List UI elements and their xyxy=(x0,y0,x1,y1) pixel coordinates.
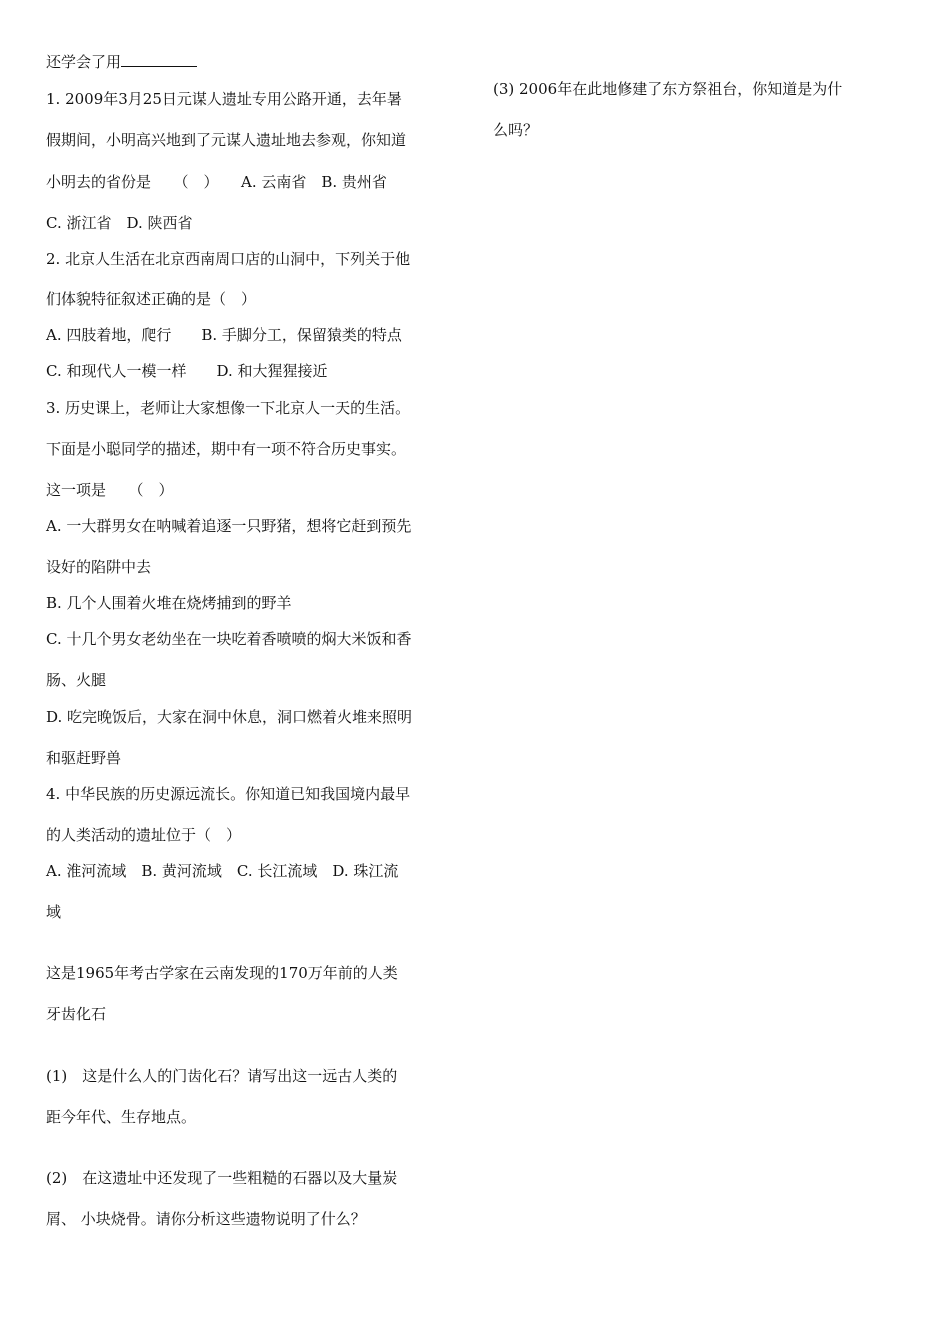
q3-line-10: 和驱赶野兽 xyxy=(46,749,122,767)
q2-line-4: C. 和现代人一模一样 D. 和大猩猩接近 xyxy=(46,362,328,380)
q3-line-1: 3. 历史课上，老师让大家想像一下北京人一天的生活。 xyxy=(46,399,411,417)
sub1-line-1: (1) 这是什么人的门齿化石？请写出这一远古人类的 xyxy=(46,1067,398,1085)
sub3-line-2: 么吗？ xyxy=(493,121,539,139)
q4-line-1: 4. 中华民族的历史源远流长。你知道已知我国境内最早 xyxy=(46,785,411,803)
sub2-line-2: 屑、 小块烧骨。请你分析这些遗物说明了什么？ xyxy=(46,1210,366,1228)
q3-line-5: 设好的陷阱中去 xyxy=(46,558,152,576)
material-line-2: 牙齿化石 xyxy=(46,1005,107,1023)
q3-line-2: 下面是小聪同学的描述，期中有一项不符合历史事实。 xyxy=(46,440,407,458)
q1-line-2: 假期间，小明高兴地到了元谋人遗址地去参观，你知道 xyxy=(46,131,407,149)
q3-line-4: A. 一大群男女在呐喊着追逐一只野猪，想将它赶到预先 xyxy=(46,517,412,535)
intro-text: 还学会了用 xyxy=(46,53,122,71)
material-line-1: 这是1965年考古学家在云南发现的170万年前的人类 xyxy=(46,964,398,982)
sub3-line-1: (3) 2006年在此地修建了东方祭祖台，你知道是为什 xyxy=(493,80,843,98)
fill-blank[interactable] xyxy=(121,52,197,67)
q2-line-3: A. 四肢着地，爬行 B. 手脚分工，保留猿类的特点 xyxy=(46,326,402,344)
q4-line-3: A. 淮河流域 B. 黄河流域 C. 长江流域 D. 珠江流 xyxy=(46,862,399,880)
q3-line-6: B. 几个人围着火堆在烧烤捕到的野羊 xyxy=(46,594,292,612)
q1-line-3: 小明去的省份是 （ ） A. 云南省 B. 贵州省 xyxy=(46,173,387,191)
intro-line xyxy=(46,52,197,72)
sub1-line-2: 距今年代、生存地点。 xyxy=(46,1108,197,1126)
q1-line-4: C. 浙江省 D. 陕西省 xyxy=(46,214,193,232)
q3-line-9: D. 吃完晚饭后，大家在洞中休息，洞口燃着火堆来照明 xyxy=(46,708,413,726)
q3-line-3: 这一项是 （ ） xyxy=(46,481,174,499)
sub2-line-1: (2) 在这遗址中还发现了一些粗糙的石器以及大量炭 xyxy=(46,1169,398,1187)
q2-line-1: 2. 北京人生活在北京西南周口店的山洞中，下列关于他 xyxy=(46,250,411,268)
q3-line-7: C. 十几个男女老幼坐在一块吃着香喷喷的焖大米饭和香 xyxy=(46,630,412,648)
q4-line-4: 域 xyxy=(46,903,62,921)
q2-line-2: 们体貌特征叙述正确的是（ ） xyxy=(46,290,257,308)
q4-line-2: 的人类活动的遗址位于（ ） xyxy=(46,826,242,844)
q1-line-1: 1. 2009年3月25日元谋人遗址专用公路开通，去年暑 xyxy=(46,90,402,108)
q3-line-8: 肠、火腿 xyxy=(46,671,107,689)
